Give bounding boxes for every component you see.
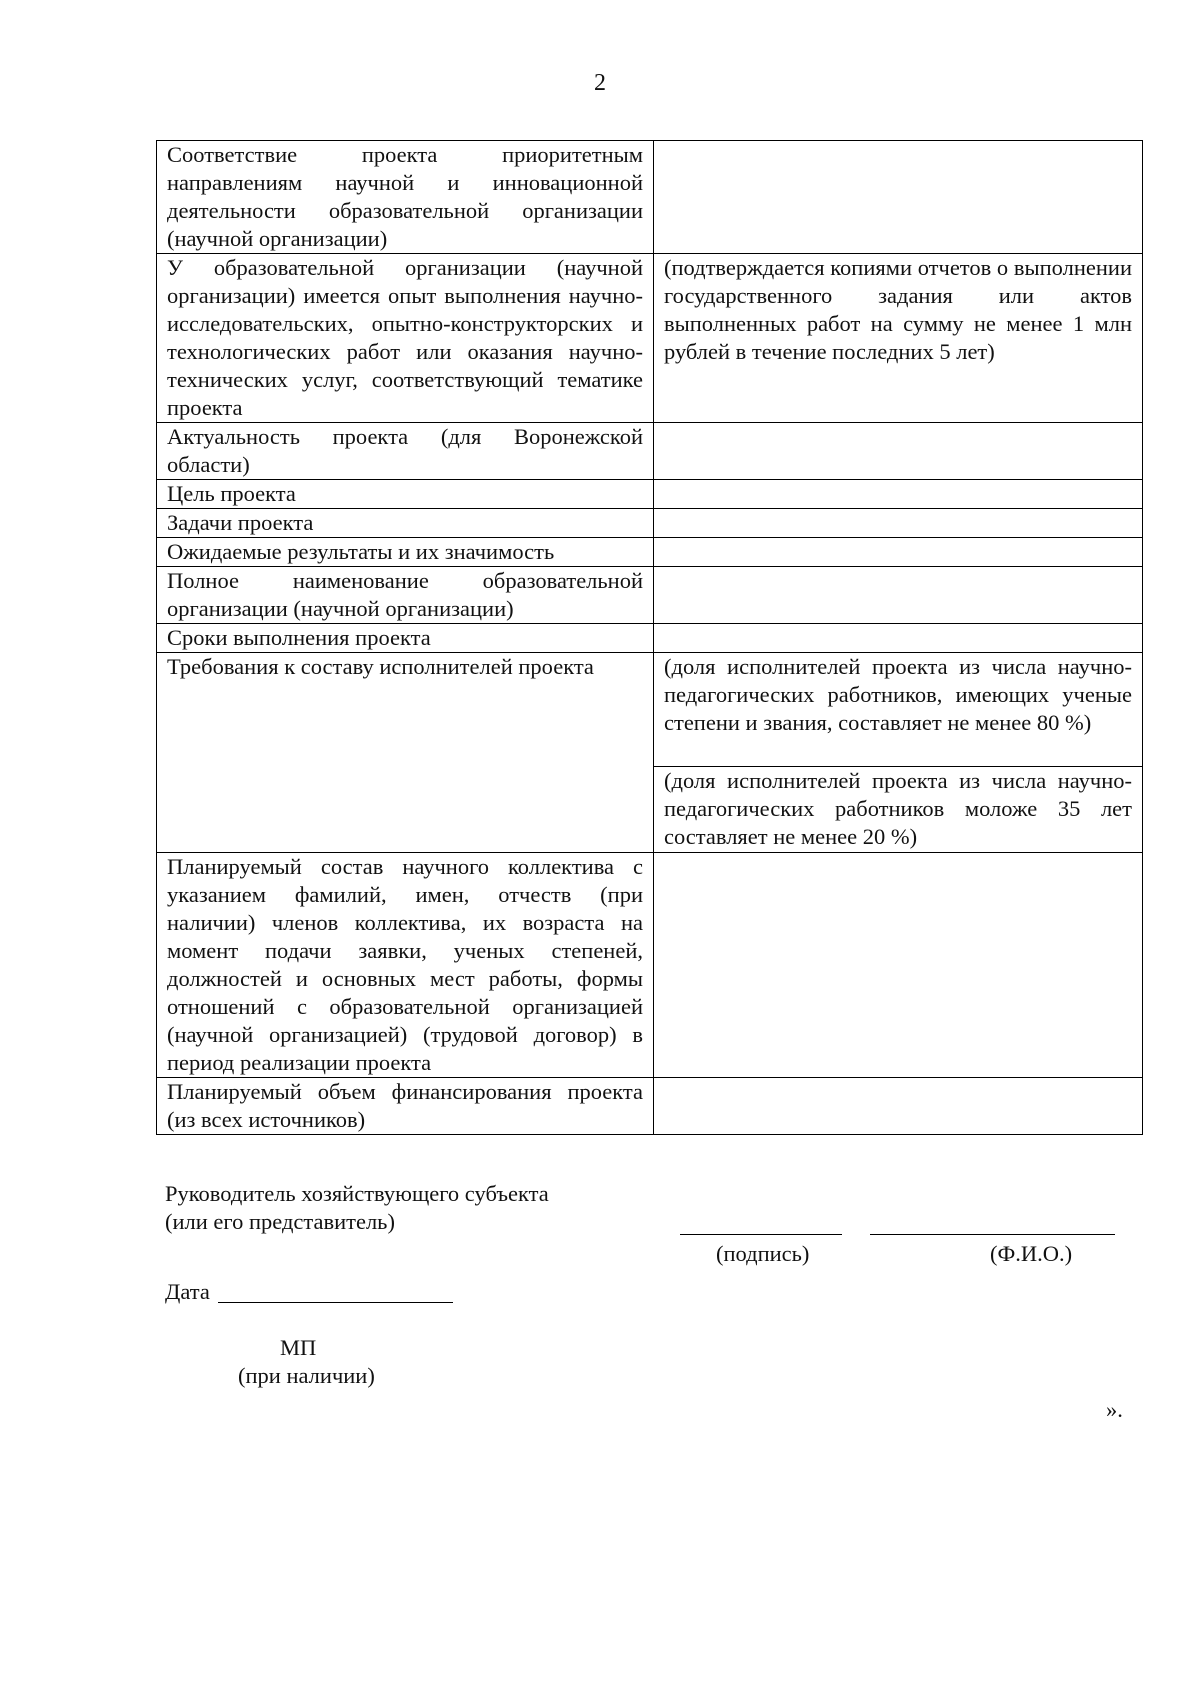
row-label: Планируемый объем финансирования проекта (из всех источников) xyxy=(157,1078,654,1135)
signature-line xyxy=(680,1234,842,1235)
table-row xyxy=(157,509,1143,538)
name-caption: (Ф.И.О.) xyxy=(990,1241,1073,1266)
table-row xyxy=(157,624,1143,653)
row-label: Требования к составу исполнителей проекта xyxy=(157,653,654,853)
row-value xyxy=(654,567,1143,624)
signatory-title: Руководитель хозяйствующего субъекта xyxy=(165,1181,549,1206)
row-value xyxy=(654,509,1143,538)
table-row xyxy=(157,141,1143,254)
table-row xyxy=(157,480,1143,509)
row-value xyxy=(654,423,1143,480)
row-value xyxy=(654,624,1143,653)
row-label: У образовательной организации (научной организации) имеется опыт выполнения научно-исследовательских, опытно-конструкторских и технологических работ или оказания научно-технических услуг, соответствующий тематике проекта xyxy=(157,254,654,423)
row-value xyxy=(654,853,1143,1078)
table-row xyxy=(157,567,1143,624)
row-label: Цель проекта xyxy=(157,480,654,509)
row-label: Соответствие проекта приоритетным направлениям научной и инновационной деятельности образовательной организации (научной организации) xyxy=(157,141,654,254)
row-label: Сроки выполнения проекта xyxy=(157,624,654,653)
application-form-table xyxy=(156,140,1143,1135)
date-label: Дата xyxy=(165,1279,210,1304)
signatory-subtitle: (или его представитель) xyxy=(165,1209,395,1234)
row-label: Задачи проекта xyxy=(157,509,654,538)
row-value xyxy=(654,1078,1143,1135)
table-row xyxy=(157,254,1143,423)
table-row xyxy=(157,1078,1143,1135)
closing-quote: ». xyxy=(1106,1397,1123,1422)
table-row xyxy=(157,423,1143,480)
table-row xyxy=(157,853,1143,1078)
row-label: Полное наименование образовательной организации (научной организации) xyxy=(157,567,654,624)
table-row xyxy=(157,653,1143,767)
row-value: (доля исполнителей проекта из числа научно-педагогических работников, имеющих ученые степени и звания, составляет не менее 80 %) xyxy=(654,653,1143,767)
row-label: Планируемый состав научного коллектива с указанием фамилий, имен, отчеств (при наличии) членов коллектива, их возраста на момент подачи заявки, ученых степеней, должностей и основных мест работы, формы отношений с образовательной организацией (научной организацией) (трудовой договор) в период реализации проекта xyxy=(157,853,654,1078)
stamp-note: (при наличии) xyxy=(238,1363,375,1388)
row-label: Ожидаемые результаты и их значимость xyxy=(157,538,654,567)
signature-caption: (подпись) xyxy=(716,1241,810,1266)
date-line xyxy=(218,1302,453,1303)
row-value xyxy=(654,538,1143,567)
row-value xyxy=(654,480,1143,509)
row-value: (доля исполнителей проекта из числа научно-педагогических работников моложе 35 лет составляет не менее 20 %) xyxy=(654,767,1143,853)
row-value: (подтверждается копиями отчетов о выполнении государственного задания или актов выполненных работ на сумму не менее 1 млн рублей в течение последних 5 лет) xyxy=(654,254,1143,423)
stamp-label: МП xyxy=(280,1335,317,1360)
row-value xyxy=(654,141,1143,254)
row-label: Актуальность проекта (для Воронежской области) xyxy=(157,423,654,480)
page-number: 2 xyxy=(594,70,606,96)
table-row xyxy=(157,538,1143,567)
name-line xyxy=(870,1234,1115,1235)
